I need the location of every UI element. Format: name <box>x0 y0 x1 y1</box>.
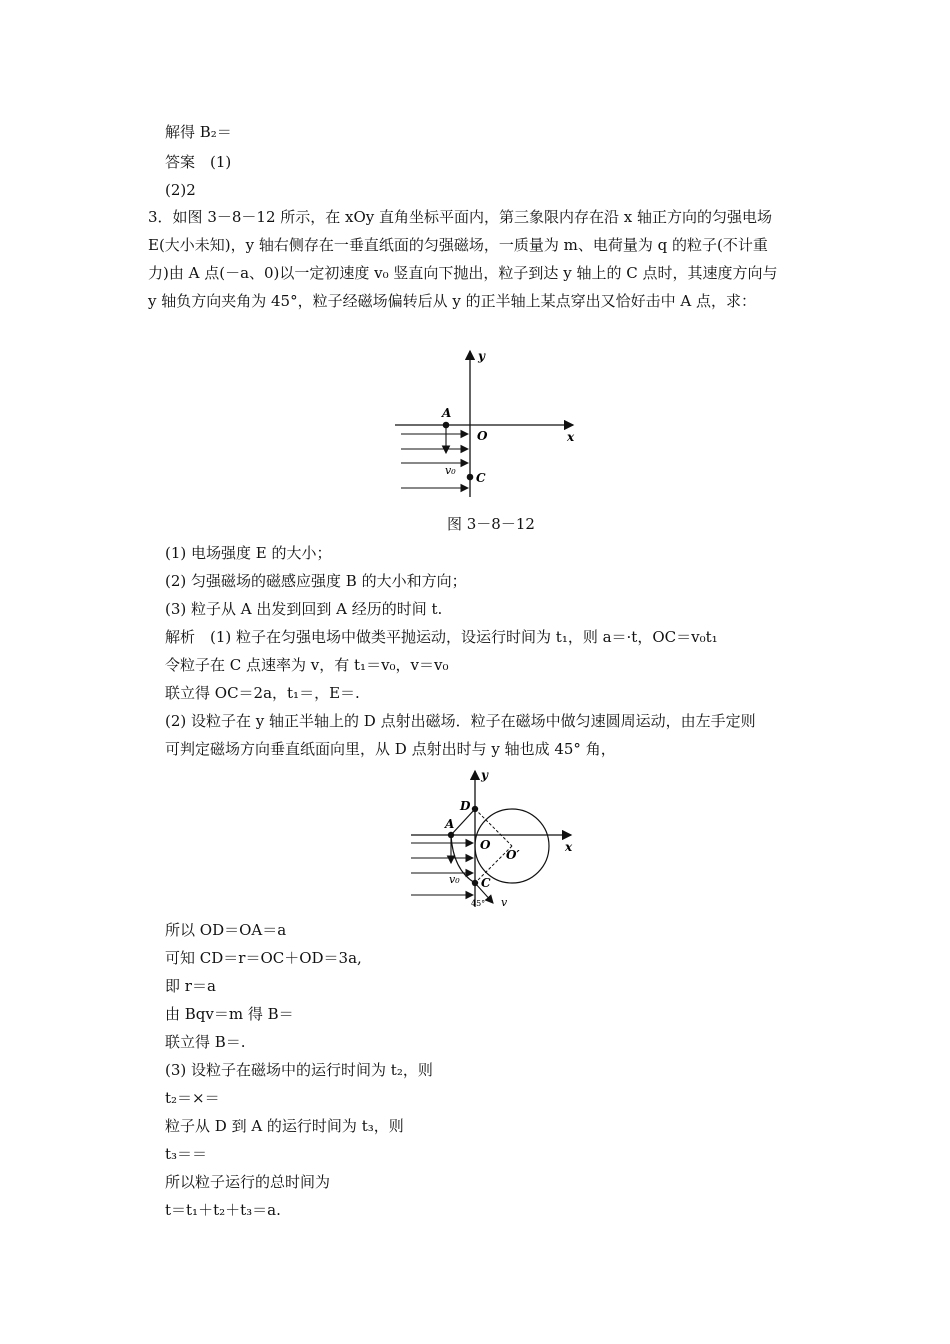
label-x: x <box>565 840 573 854</box>
text-line: 由 Bqv＝m 得 B＝ <box>165 1005 294 1023</box>
text-line: 答案 (1) <box>165 153 232 171</box>
figure-caption: 图 3－8－12 <box>447 515 535 533</box>
label-c: C <box>476 471 486 485</box>
text-line: 所以 OD＝OA＝a <box>165 921 287 939</box>
text-line: 所以粒子运行的总时间为 <box>165 1173 331 1191</box>
point-a <box>443 422 450 429</box>
text-line: 解得 B₂＝ <box>165 123 232 141</box>
problem-text: 如图 3－8－12 所示，在 xOy 直角坐标平面内，第三象限内存在沿 x 轴正方向的匀强电场 E(大小未知)，y 轴右侧存在一垂直纸面的匀强磁场，一质量为 m、电荷量为 q 的粒子(不计重力)由 A 点(－a、0)以一定初速度 v₀ 竖直向下抛出，粒子到达 y 轴上的 C 点时，其速度方向与 y 轴负方向夹角为 45°，粒子经磁场偏转后从 y 的正半轴上某点穿出又恰好击中 A 点，求： <box>148 208 778 310</box>
text-line: 粒子从 D 到 A 的运行时间为 t₃，则 <box>165 1117 404 1135</box>
question-1: (1) 电场强度 E 的大小； <box>165 544 332 562</box>
figure-1 <box>395 345 595 500</box>
label-x: x <box>567 430 575 444</box>
label-v: v <box>501 896 508 909</box>
text-line: t₂＝×＝ <box>165 1089 220 1107</box>
solution-line: 联立得 OC＝2a，t₁＝，E＝. <box>165 684 360 702</box>
point-d <box>472 806 478 812</box>
label-a: A <box>442 406 452 420</box>
solution-line: 解析 (1) 粒子在匀强电场中做类平抛运动，设运行时间为 t₁，则 a＝·t，OC＝v₀t₁ <box>165 628 718 646</box>
label-o: O <box>477 429 488 443</box>
figure-2 <box>405 765 585 910</box>
solution-line: 可判定磁场方向垂直纸面向里，从 D 点射出时与 y 轴也成 45° 角， <box>165 740 616 758</box>
point-c <box>467 474 474 481</box>
label-o-prime: O′ <box>506 848 520 862</box>
text-line: t₃＝＝ <box>165 1145 208 1163</box>
label-y: y <box>478 349 485 363</box>
solution-line: (2) 设粒子在 y 轴正半轴上的 D 点射出磁场．粒子在磁场中做匀速圆周运动，由左手定则 <box>165 712 756 730</box>
text-line: (3) 设粒子在磁场中的运行时间为 t₂，则 <box>165 1061 433 1079</box>
label-v0: v₀ <box>445 464 456 477</box>
text-line: 即 r＝a <box>165 977 216 995</box>
label-o: O <box>480 838 491 852</box>
label-v0: v₀ <box>449 873 460 886</box>
point-a <box>448 832 454 838</box>
solution-line: 令粒子在 C 点速率为 v，有 t₁＝v₀，v＝v₀ <box>165 656 449 674</box>
problem-statement <box>148 203 788 315</box>
text-line: t＝t₁＋t₂＋t₃＝a. <box>165 1201 281 1219</box>
problem-number: 3． <box>148 208 173 226</box>
text-line: 可知 CD＝r＝OC＋OD＝3a, <box>165 949 362 967</box>
label-c: C <box>481 876 491 890</box>
point-c <box>472 880 478 886</box>
question-2: (2) 匀强磁场的磁感应强度 B 的大小和方向； <box>165 572 467 590</box>
label-angle: 45° <box>471 899 486 908</box>
text-line: 联立得 B＝. <box>165 1033 246 1051</box>
question-3: (3) 粒子从 A 出发到回到 A 经历的时间 t. <box>165 600 443 618</box>
text-line: (2)2 <box>165 181 196 199</box>
label-a: A <box>445 817 455 831</box>
label-y: y <box>481 768 488 782</box>
label-d: D <box>460 799 471 813</box>
